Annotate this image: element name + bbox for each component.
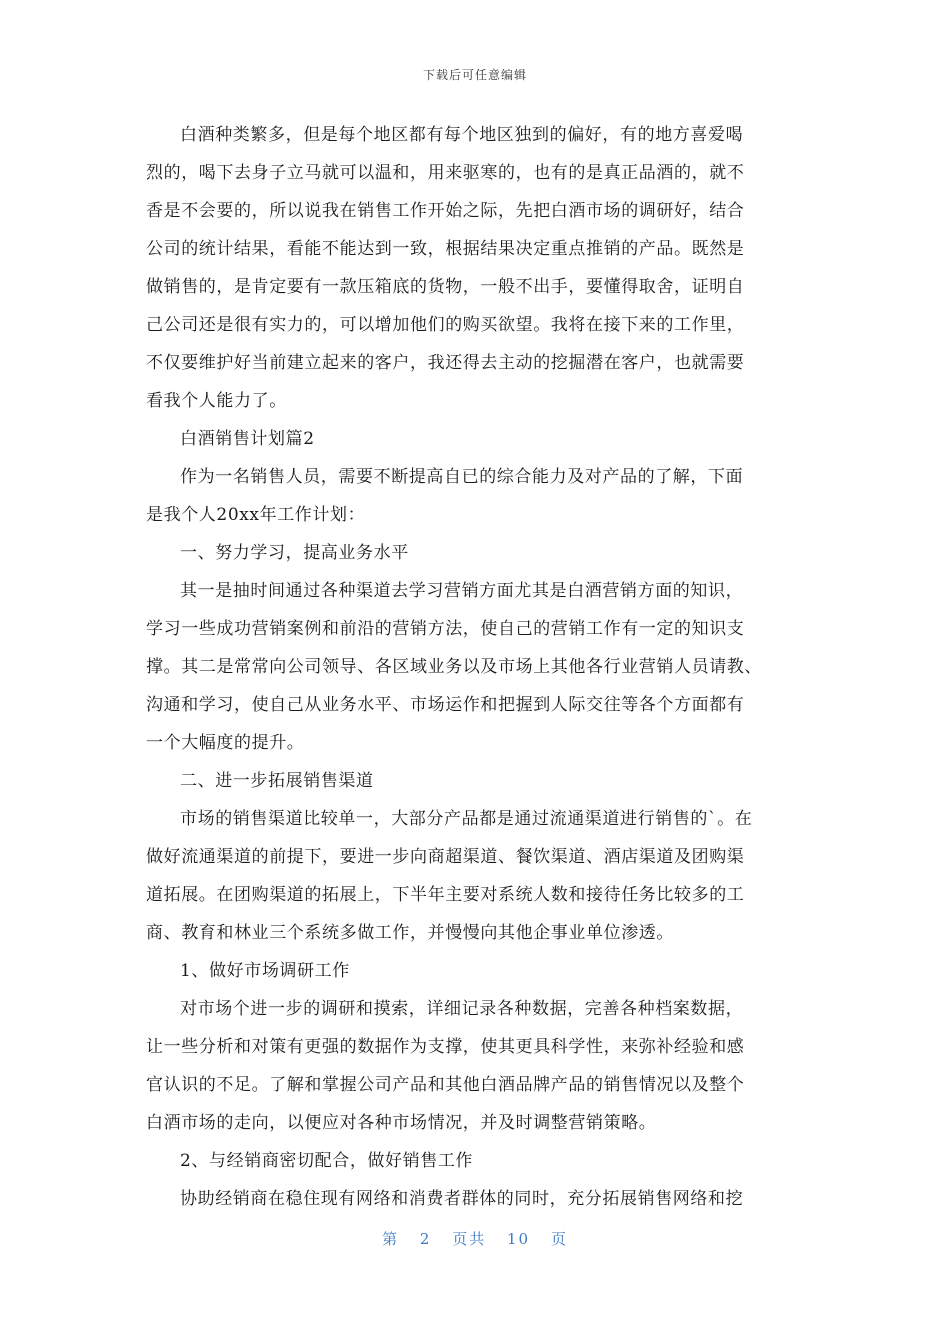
paragraph-line: 做好流通渠道的前提下，要进一步向商超渠道、餐饮渠道、酒店渠道及团购渠 xyxy=(146,847,745,867)
footer-suffix: 页 xyxy=(550,1230,568,1248)
paragraph-line: 不仅要维护好当前建立起来的客户，我还得去主动的挖掘潜在客户，也就需要 xyxy=(146,353,745,373)
page-header: 下载后可任意编辑 xyxy=(422,68,527,82)
paragraph-line: 作为一名销售人员，需要不断提高自已的综合能力及对产品的了解，下面 xyxy=(180,467,744,487)
subsection-heading: 1、做好市场调研工作 xyxy=(180,961,350,981)
section-heading: 白酒销售计划篇2 xyxy=(180,429,315,449)
paragraph-line: 己公司还是很有实力的，可以增加他们的购买欲望。我将在接下来的工作里， xyxy=(146,315,745,335)
section-heading: 一、努力学习，提高业务水平 xyxy=(180,543,409,563)
paragraph-line: 学习一些成功营销案例和前沿的营销方法，使自己的营销工作有一定的知识支 xyxy=(146,619,745,639)
paragraph-line: 白酒市场的走向，以便应对各种市场情况，并及时调整营销策略。 xyxy=(146,1113,657,1133)
paragraph-line: 烈的，喝下去身子立马就可以温和，用来驱寒的，也有的是真正品酒的，就不 xyxy=(146,163,745,183)
paragraph-line: 看我个人能力了。 xyxy=(146,391,287,411)
paragraph-line: 道拓展。在团购渠道的拓展上，下半年主要对系统人数和接待任务比较多的工 xyxy=(146,885,745,905)
total-page-count: 10 xyxy=(507,1230,531,1248)
paragraph-line: 香是不会要的，所以说我在销售工作开始之际，先把白酒市场的调研好，结合 xyxy=(146,201,745,221)
footer-prefix: 第 xyxy=(382,1230,400,1248)
paragraph-line: 一个大幅度的提升。 xyxy=(146,733,305,753)
paragraph-line: 沟通和学习，使自己从业务水平、市场运作和把握到人际交往等各个方面都有 xyxy=(146,695,745,715)
paragraph-line: 是我个人20xx年工作计划： xyxy=(146,505,366,525)
paragraph-line: 市场的销售渠道比较单一，大部分产品都是通过流通渠道进行销售的`。在 xyxy=(180,809,753,829)
paragraph-line: 对市场个进一步的调研和摸索，详细记录各种数据，完善各种档案数据， xyxy=(180,999,744,1019)
paragraph-line: 协助经销商在稳住现有网络和消费者群体的同时，充分拓展销售网络和挖 xyxy=(180,1189,744,1209)
current-page-number: 2 xyxy=(419,1230,432,1248)
paragraph-line: 其一是抽时间通过各种渠道去学习营销方面尤其是白酒营销方面的知识， xyxy=(180,581,744,601)
paragraph-line: 公司的统计结果，看能不能达到一致，根据结果决定重点推销的产品。既然是 xyxy=(146,239,745,259)
paragraph-line: 官认识的不足。了解和掌握公司产品和其他白酒品牌产品的销售情况以及整个 xyxy=(146,1075,745,1095)
document-body xyxy=(146,116,806,1218)
paragraph-line: 商、教育和林业三个系统多做工作，并慢慢向其他企事业单位渗透。 xyxy=(146,923,674,943)
paragraph-line: 白酒种类繁多，但是每个地区都有每个地区独到的偏好，有的地方喜爱喝 xyxy=(180,125,744,145)
subsection-heading: 2、与经销商密切配合，做好销售工作 xyxy=(180,1151,474,1171)
paragraph-line: 撑。其二是常常向公司领导、各区域业务以及市场上其他各行业营销人员请教、 xyxy=(146,657,762,677)
section-heading: 二、进一步拓展销售渠道 xyxy=(180,771,374,791)
paragraph-line: 做销售的，是肯定要有一款压箱底的货物，一般不出手，要懂得取舍，证明自 xyxy=(146,277,745,297)
page-footer xyxy=(0,1228,950,1249)
footer-middle: 页共 xyxy=(452,1230,487,1248)
paragraph-line: 让一些分析和对策有更强的数据作为支撑，使其更具科学性，来弥补经验和感 xyxy=(146,1037,745,1057)
